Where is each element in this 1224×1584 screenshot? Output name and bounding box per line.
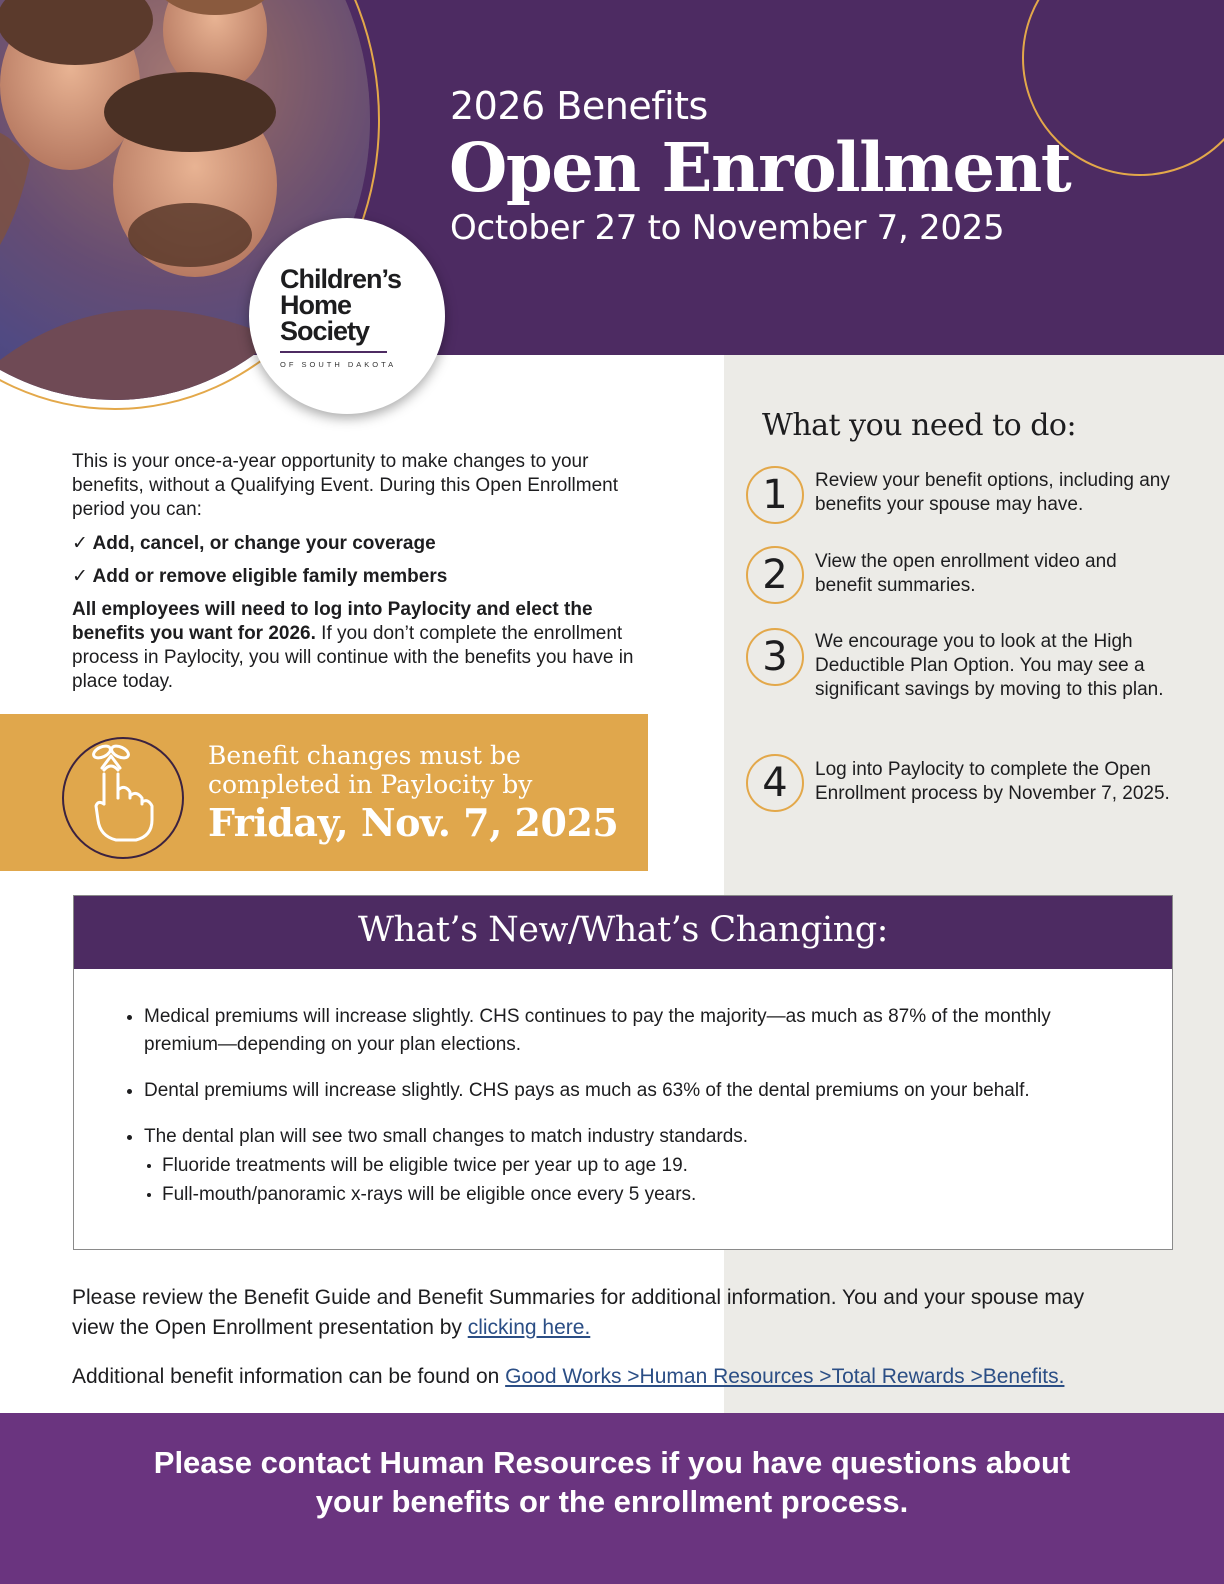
additional-info-paragraph xyxy=(72,1362,1112,1392)
enrollment-dates: October 27 to November 7, 2025 xyxy=(450,208,1005,248)
logo-rule xyxy=(280,351,387,353)
change-subitem-1: Fluoride treatments will be eligible twice per year up to age 19. xyxy=(162,1155,688,1176)
logo-word-1: Children’s xyxy=(280,264,402,294)
deadline-line-2: completed in Paylocity by xyxy=(208,770,533,799)
change-subitem-2: Full-mouth/panoramic x-rays will be eligible once every 5 years. xyxy=(162,1184,697,1205)
change-item-2: Dental premiums will increase slightly. CHS pays as much as 63% of the dental premiums on your behalf. xyxy=(144,1080,1030,1101)
finger-string-reminder-icon xyxy=(80,740,170,850)
footer-contact-text xyxy=(0,1443,1224,1521)
step-number-3: 3 xyxy=(746,628,804,686)
login-notice-bold: All employees will need to log into Paylocity and elect the benefits you want for 2026. xyxy=(72,599,593,644)
todo-title: What you need to do: xyxy=(762,408,1077,443)
deadline-line-1: Benefit changes must be xyxy=(208,741,521,770)
review-paragraph xyxy=(72,1283,1112,1343)
login-notice xyxy=(72,598,652,694)
step-text-1: Review your benefit options, including any benefits your spouse may have. xyxy=(815,470,1170,515)
change-item-1: Medical premiums will increase slightly. CHS continues to pay the majority—as much as 87% of the monthly premium—depending on your plan elections. xyxy=(144,1006,1051,1055)
logo-subtitle: OF SOUTH DAKOTA xyxy=(280,360,397,369)
check-item-1 xyxy=(72,532,436,555)
footer-line-1: Please contact Human Resources if you have questions about xyxy=(153,1445,1071,1480)
check-item-text: Add or remove eligible family members xyxy=(92,566,448,587)
login-notice-rest: If you don’t complete the enrollment process in Paylocity, you will continue with the benefits you have in place today. xyxy=(72,623,634,692)
bullet-icon xyxy=(127,1015,132,1020)
step-text-4: Log into Paylocity to complete the Open Enrollment process by November 7, 2025. xyxy=(815,759,1170,804)
intro-paragraph: This is your once-a-year opportunity to make changes to your benefits, without a Qualifying Event. During this Open Enrollment period you can: xyxy=(72,451,619,520)
step-text-2: View the open enrollment video and benefit summaries. xyxy=(815,551,1117,596)
check-item-text: Add, cancel, or change your coverage xyxy=(92,533,436,554)
review-text: Please review the Benefit Guide and Benefit Summaries for additional information. You and your spouse may view the Open Enrollment presentation by xyxy=(72,1286,1085,1339)
logo-word-2: Home xyxy=(280,290,352,320)
check-icon: ✓ xyxy=(72,566,88,587)
additional-info-text: Additional benefit information can be found on xyxy=(72,1365,506,1388)
bullet-icon xyxy=(147,1164,151,1168)
step-number-1: 1 xyxy=(746,466,804,524)
header-subtitle: 2026 Benefits xyxy=(450,84,708,128)
check-icon: ✓ xyxy=(72,533,88,554)
logo-word-3: Society xyxy=(280,316,370,346)
bullet-icon xyxy=(127,1089,132,1094)
whats-new-title: What’s New/What’s Changing: xyxy=(358,910,888,950)
step-number-4: 4 xyxy=(746,754,804,812)
change-item-3: The dental plan will see two small changes to match industry standards. xyxy=(144,1126,749,1147)
check-item-2 xyxy=(72,565,447,588)
deadline-date: Friday, Nov. 7, 2025 xyxy=(208,800,619,845)
page-title: Open Enrollment xyxy=(449,128,1071,207)
benefits-page-link[interactable]: Good Works >Human Resources >Total Rewards >Benefits. xyxy=(505,1365,1065,1388)
presentation-link[interactable]: clicking here. xyxy=(467,1316,591,1339)
step-text-3: We encourage you to look at the High Deductible Plan Option. You may see a significant savings by moving to this plan. xyxy=(815,631,1164,700)
bullet-icon xyxy=(127,1135,132,1140)
bullet-icon xyxy=(147,1193,151,1197)
footer-line-2: your benefits or the enrollment process. xyxy=(315,1484,909,1519)
step-number-2: 2 xyxy=(746,546,804,604)
